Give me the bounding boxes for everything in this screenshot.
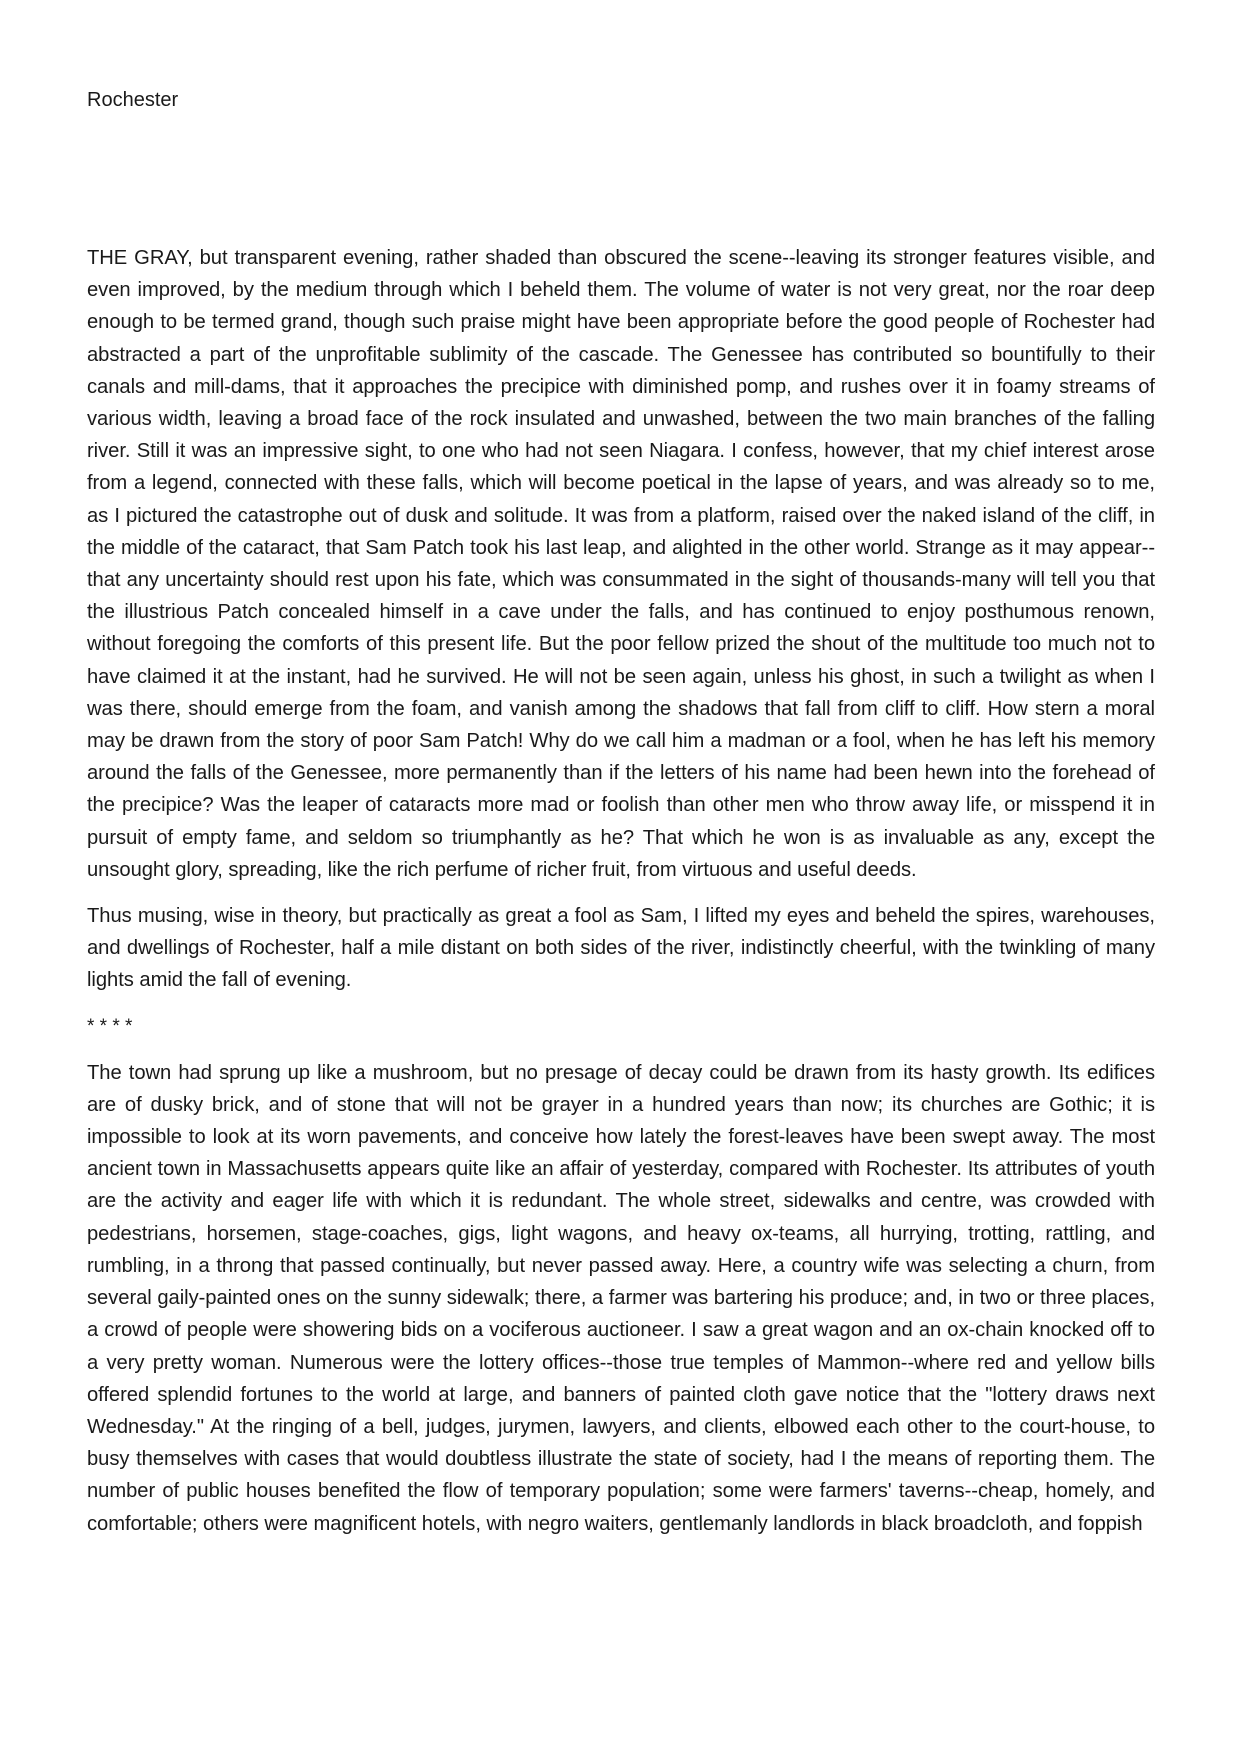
paragraph-musing: Thus musing, wise in theory, but practically as great a fool as Sam, I lifted my eyes and beheld the spires, warehouses, and dwellings of Rochester, half a mile distant on both sides of the river, indistinctly cheerful, with the twinkling of many lights amid the fall of evening. (87, 905, 1155, 992)
section-separator: * * * * (87, 1015, 133, 1037)
paragraph-falls: THE GRAY, but transparent evening, rather shaded than obscured the scene--leaving its stronger features visible, and even improved, by the medium through which I beheld them. The volume of water is not very great, nor the roar deep enough to be termed grand, though such praise might have been appropriate before the good people of Rochester had abstracted a part of the unprofitable sublimity of the cascade. The Genessee has contributed so bountifully to their canals and mill-dams, that it approaches the precipice with diminished pomp, and rushes over it in foamy streams of various width, leaving a broad face of the rock insulated and unwashed, between the two main branches of the falling river. Still it was an impressive sight, to one who had not seen Niagara. I confess, however, that my chief interest arose from a legend, connected with these falls, which will become poetical in the lapse of years, and was already so to me, as I pictured the catastrophe out of dusk and solitude. It was from a platform, raised over the naked island of the cliff, in the middle of the cataract, that Sam Patch took his last leap, and alighted in the other world. Strange as it may appear--that any uncertainty should rest upon his fate, which was consummated in the sight of thousands-many will tell you that the illustrious Patch concealed himself in a cave under the falls, and has continued to enjoy posthumous renown, without foregoing the comforts of this present life. But the poor fellow prized the shout of the multitude too much not to have claimed it at the instant, had he survived. He will not be seen again, unless his ghost, in such a twilight as when I was there, should emerge from the foam, and vanish among the shadows that fall from cliff to cliff. How stern a moral may be drawn from the story of poor Sam Patch! Why do we call him a madman or a fool, when he has left his memory around the falls of the Genessee, more permanently than if the letters of his name had been hewn into the forehead of the precipice? Was the leaper of cataracts more mad or foolish than other men who throw away life, or misspend it in pursuit of empty fame, and seldom so triumphantly as he? That which he won is as invaluable as any, except the unsought glory, spreading, like the rich perfume of richer fruit, from virtuous and useful deeds. (87, 247, 1155, 881)
document-body (87, 242, 1155, 1554)
document-title: Rochester (87, 89, 179, 111)
paragraph-town: The town had sprung up like a mushroom, but no presage of decay could be drawn from its hasty growth. Its edifices are of dusky brick, and of stone that will not be grayer in a hundred years than now; its churches are Gothic; it is impossible to look at its worn pavements, and conceive how lately the forest-leaves have been swept away. The most ancient town in Massachusetts appears quite like an affair of yesterday, compared with Rochester. Its attributes of youth are the activity and eager life with which it is redundant. The whole street, sidewalks and centre, was crowded with pedestrians, horsemen, stage-coaches, gigs, light wagons, and heavy ox-teams, all hurrying, trotting, rattling, and rumbling, in a throng that passed continually, but never passed away. Here, a country wife was selecting a churn, from several gaily-painted ones on the sunny sidewalk; there, a farmer was bartering his produce; and, in two or three places, a crowd of people were showering bids on a vociferous auctioneer. I saw a great wagon and an ox-chain knocked off to a very pretty woman. Numerous were the lottery offices--those true temples of Mammon--where red and yellow bills offered splendid fortunes to the world at large, and banners of painted cloth gave notice that the "lottery draws next Wednesday." At the ringing of a bell, judges, jurymen, lawyers, and clients, elbowed each other to the court-house, to busy themselves with cases that would doubtless illustrate the state of society, had I the means of reporting them. The number of public houses benefited the flow of temporary population; some were farmers' taverns--cheap, homely, and comfortable; others were magnificent hotels, with negro waiters, gentlemanly landlords in black broadcloth, and foppish (87, 1061, 1155, 1535)
